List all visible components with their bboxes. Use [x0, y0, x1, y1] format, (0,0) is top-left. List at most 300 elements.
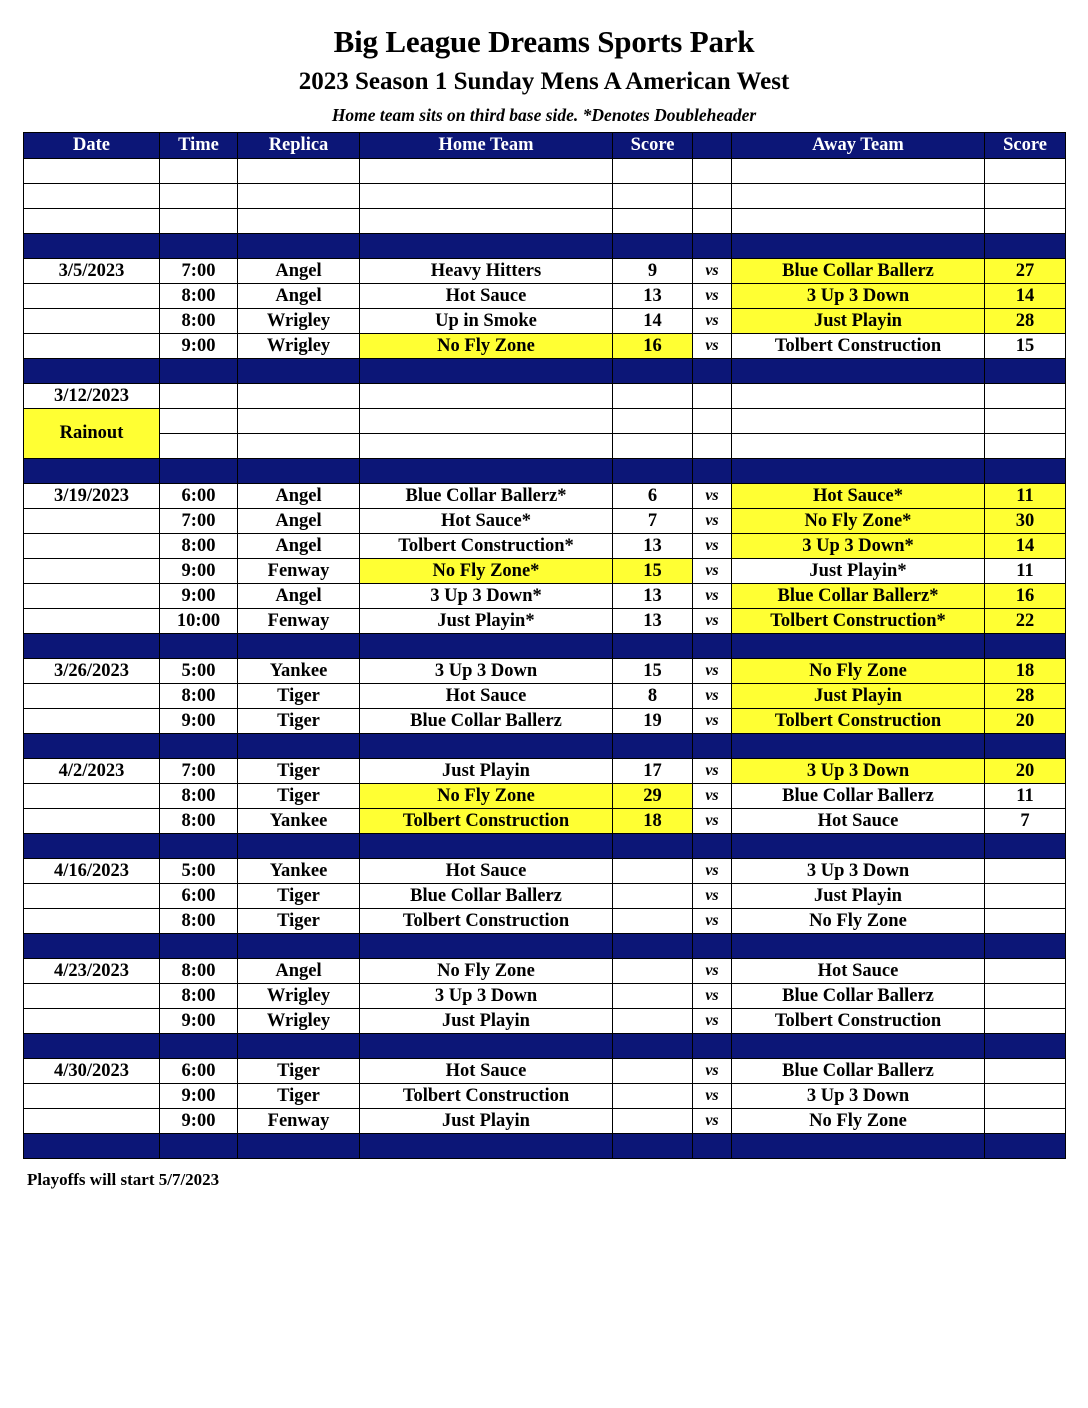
away-score-cell: 11 [985, 559, 1066, 584]
vs-cell: vs [693, 809, 732, 834]
time-cell: 7:00 [160, 259, 238, 284]
away-score-cell [985, 909, 1066, 934]
time-cell: 8:00 [160, 534, 238, 559]
vs-cell: vs [693, 684, 732, 709]
empty-cell [238, 159, 360, 184]
empty-cell [732, 409, 985, 434]
home-score-cell [613, 859, 693, 884]
game-row [24, 959, 1066, 984]
separator-cell [24, 1034, 160, 1059]
separator-cell [24, 459, 160, 484]
replica-cell: Angel [238, 959, 360, 984]
away-team-cell: Blue Collar Ballerz [732, 984, 985, 1009]
separator-cell [238, 1034, 360, 1059]
time-cell: 8:00 [160, 309, 238, 334]
col-header-home-score: Score [613, 133, 693, 159]
time-cell: 8:00 [160, 959, 238, 984]
away-score-cell: 15 [985, 334, 1066, 359]
separator-cell [238, 234, 360, 259]
separator-cell [238, 359, 360, 384]
home-score-cell [613, 959, 693, 984]
away-score-cell: 16 [985, 584, 1066, 609]
separator-cell [360, 634, 613, 659]
separator-cell [693, 834, 732, 859]
page-subtitle: 2023 Season 1 Sunday Mens A American West [298, 68, 790, 95]
week-separator-row [24, 1134, 1066, 1159]
vs-cell: vs [693, 759, 732, 784]
empty-cell [613, 159, 693, 184]
time-cell: 8:00 [160, 809, 238, 834]
separator-cell [238, 634, 360, 659]
col-header-away-team: Away Team [732, 133, 985, 159]
away-team-cell: No Fly Zone [732, 1109, 985, 1134]
home-team-cell: Heavy Hitters [360, 259, 613, 284]
separator-cell [238, 834, 360, 859]
separator-cell [360, 459, 613, 484]
empty-cell [985, 209, 1066, 234]
separator-cell [985, 634, 1066, 659]
separator-cell [360, 359, 613, 384]
separator-cell [160, 234, 238, 259]
col-header-home-team: Home Team [360, 133, 613, 159]
date-cell [24, 909, 160, 934]
away-team-cell: Tolbert Construction [732, 1009, 985, 1034]
week-separator-row [24, 934, 1066, 959]
home-score-cell: 14 [613, 309, 693, 334]
home-team-cell: Hot Sauce [360, 1059, 613, 1084]
separator-cell [693, 634, 732, 659]
rainout-label: Rainout [24, 409, 160, 459]
game-row [24, 334, 1066, 359]
vs-cell: vs [693, 259, 732, 284]
empty-cell [238, 209, 360, 234]
home-team-cell: Just Playin* [360, 609, 613, 634]
empty-cell [693, 184, 732, 209]
header-row [24, 133, 1066, 159]
rainout-date-row [24, 384, 1066, 409]
vs-cell: vs [693, 534, 732, 559]
home-score-cell: 7 [613, 509, 693, 534]
blank-row [24, 209, 1066, 234]
vs-cell: vs [693, 284, 732, 309]
separator-cell [693, 234, 732, 259]
week-separator-row [24, 834, 1066, 859]
home-team-cell: Up in Smoke [360, 309, 613, 334]
game-row [24, 584, 1066, 609]
col-header-time: Time [160, 133, 238, 159]
page-title: Big League Dreams Sports Park [333, 24, 755, 59]
home-score-cell: 15 [613, 659, 693, 684]
away-score-cell: 28 [985, 309, 1066, 334]
vs-cell: vs [693, 1009, 732, 1034]
replica-cell: Fenway [238, 609, 360, 634]
separator-cell [693, 359, 732, 384]
home-score-cell: 29 [613, 784, 693, 809]
time-cell: 9:00 [160, 334, 238, 359]
separator-cell [613, 634, 693, 659]
replica-cell: Yankee [238, 659, 360, 684]
empty-cell [693, 159, 732, 184]
date-cell [24, 284, 160, 309]
game-row [24, 684, 1066, 709]
away-team-cell: Tolbert Construction [732, 334, 985, 359]
separator-cell [732, 734, 985, 759]
home-team-cell: Tolbert Construction [360, 909, 613, 934]
away-score-cell: 22 [985, 609, 1066, 634]
home-team-cell: No Fly Zone* [360, 559, 613, 584]
empty-cell [985, 409, 1066, 434]
date-cell [24, 884, 160, 909]
away-score-cell [985, 1059, 1066, 1084]
home-score-cell [613, 884, 693, 909]
game-row [24, 1109, 1066, 1134]
playoffs-note: Playoffs will start 5/7/2023 [27, 1170, 220, 1189]
game-row [24, 534, 1066, 559]
separator-cell [360, 934, 613, 959]
replica-cell: Tiger [238, 684, 360, 709]
separator-cell [360, 734, 613, 759]
away-team-cell: No Fly Zone [732, 909, 985, 934]
time-cell: 6:00 [160, 1059, 238, 1084]
away-team-cell: Just Playin [732, 309, 985, 334]
replica-cell: Angel [238, 584, 360, 609]
away-team-cell: Just Playin* [732, 559, 985, 584]
away-score-cell: 20 [985, 709, 1066, 734]
away-score-cell: 11 [985, 784, 1066, 809]
away-team-cell: Blue Collar Ballerz [732, 1059, 985, 1084]
separator-cell [24, 234, 160, 259]
empty-cell [24, 184, 160, 209]
replica-cell: Tiger [238, 909, 360, 934]
separator-cell [613, 234, 693, 259]
time-cell: 9:00 [160, 584, 238, 609]
home-score-cell [613, 1084, 693, 1109]
time-cell: 7:00 [160, 759, 238, 784]
game-row [24, 559, 1066, 584]
date-cell [24, 1084, 160, 1109]
time-cell: 8:00 [160, 909, 238, 934]
separator-cell [613, 734, 693, 759]
blank-row [24, 159, 1066, 184]
away-team-cell: Hot Sauce* [732, 484, 985, 509]
date-cell [24, 534, 160, 559]
empty-cell [360, 434, 613, 459]
home-score-cell: 17 [613, 759, 693, 784]
empty-cell [613, 409, 693, 434]
replica-cell: Tiger [238, 709, 360, 734]
separator-cell [732, 634, 985, 659]
separator-cell [693, 1134, 732, 1159]
replica-cell: Tiger [238, 1059, 360, 1084]
separator-cell [693, 459, 732, 484]
schedule-body [24, 159, 1066, 1159]
empty-cell [24, 159, 160, 184]
date-cell: 3/19/2023 [24, 484, 160, 509]
time-cell: 10:00 [160, 609, 238, 634]
separator-cell [160, 359, 238, 384]
vs-cell: vs [693, 784, 732, 809]
date-cell [24, 609, 160, 634]
vs-cell: vs [693, 1059, 732, 1084]
away-score-cell: 11 [985, 484, 1066, 509]
game-row [24, 1009, 1066, 1034]
date-cell [24, 784, 160, 809]
time-cell: 9:00 [160, 1084, 238, 1109]
replica-cell: Angel [238, 534, 360, 559]
separator-cell [985, 1034, 1066, 1059]
date-cell [24, 809, 160, 834]
away-team-cell: 3 Up 3 Down [732, 859, 985, 884]
separator-cell [985, 834, 1066, 859]
game-row [24, 709, 1066, 734]
time-cell: 8:00 [160, 684, 238, 709]
date-cell [24, 984, 160, 1009]
separator-cell [985, 359, 1066, 384]
empty-cell [360, 409, 613, 434]
away-score-cell: 20 [985, 759, 1066, 784]
game-row [24, 659, 1066, 684]
date-cell: 3/12/2023 [24, 384, 160, 409]
away-score-cell: 14 [985, 534, 1066, 559]
empty-cell [238, 184, 360, 209]
replica-cell: Wrigley [238, 309, 360, 334]
separator-cell [24, 934, 160, 959]
home-team-cell: No Fly Zone [360, 959, 613, 984]
empty-cell [985, 434, 1066, 459]
home-team-cell: 3 Up 3 Down [360, 984, 613, 1009]
time-cell: 8:00 [160, 284, 238, 309]
col-header-away-score: Score [985, 133, 1066, 159]
empty-cell [693, 409, 732, 434]
separator-cell [693, 934, 732, 959]
vs-cell: vs [693, 659, 732, 684]
home-score-cell: 13 [613, 284, 693, 309]
time-cell: 9:00 [160, 1109, 238, 1134]
home-score-cell [613, 1059, 693, 1084]
away-team-cell: Blue Collar Ballerz* [732, 584, 985, 609]
away-score-cell: 18 [985, 659, 1066, 684]
vs-cell: vs [693, 609, 732, 634]
empty-cell [985, 384, 1066, 409]
home-score-cell [613, 984, 693, 1009]
separator-cell [693, 1034, 732, 1059]
time-cell: 8:00 [160, 784, 238, 809]
away-score-cell [985, 959, 1066, 984]
empty-cell [985, 184, 1066, 209]
away-team-cell: Tolbert Construction [732, 709, 985, 734]
time-cell: 8:00 [160, 984, 238, 1009]
home-team-cell: Just Playin [360, 1009, 613, 1034]
empty-cell [24, 209, 160, 234]
game-row [24, 309, 1066, 334]
home-team-cell: Blue Collar Ballerz [360, 884, 613, 909]
replica-cell: Angel [238, 509, 360, 534]
game-row [24, 284, 1066, 309]
away-score-cell: 27 [985, 259, 1066, 284]
date-cell [24, 559, 160, 584]
away-score-cell [985, 859, 1066, 884]
separator-cell [613, 459, 693, 484]
separator-cell [160, 1134, 238, 1159]
game-row [24, 609, 1066, 634]
empty-cell [613, 209, 693, 234]
separator-cell [732, 1034, 985, 1059]
away-team-cell: Hot Sauce [732, 959, 985, 984]
time-cell: 6:00 [160, 884, 238, 909]
home-team-cell: 3 Up 3 Down [360, 659, 613, 684]
separator-cell [613, 1034, 693, 1059]
game-row [24, 784, 1066, 809]
rainout-row [24, 434, 1066, 459]
separator-cell [613, 359, 693, 384]
game-row [24, 1084, 1066, 1109]
vs-cell: vs [693, 959, 732, 984]
away-team-cell: 3 Up 3 Down [732, 759, 985, 784]
away-team-cell: Blue Collar Ballerz [732, 259, 985, 284]
separator-cell [160, 634, 238, 659]
home-team-cell: Hot Sauce [360, 684, 613, 709]
home-score-cell: 18 [613, 809, 693, 834]
home-score-cell: 13 [613, 584, 693, 609]
empty-cell [238, 384, 360, 409]
away-score-cell: 14 [985, 284, 1066, 309]
vs-cell: vs [693, 984, 732, 1009]
vs-cell: vs [693, 709, 732, 734]
date-cell: 4/16/2023 [24, 859, 160, 884]
empty-cell [160, 434, 238, 459]
time-cell: 9:00 [160, 709, 238, 734]
vs-cell: vs [693, 1084, 732, 1109]
empty-cell [732, 434, 985, 459]
game-row [24, 859, 1066, 884]
home-score-cell: 13 [613, 534, 693, 559]
replica-cell: Wrigley [238, 984, 360, 1009]
date-cell: 3/5/2023 [24, 259, 160, 284]
time-cell: 5:00 [160, 859, 238, 884]
game-row [24, 984, 1066, 1009]
empty-cell [238, 434, 360, 459]
replica-cell: Yankee [238, 859, 360, 884]
date-cell: 3/26/2023 [24, 659, 160, 684]
separator-cell [160, 459, 238, 484]
separator-cell [238, 459, 360, 484]
replica-cell: Yankee [238, 809, 360, 834]
col-header-vs [693, 133, 732, 159]
empty-cell [732, 384, 985, 409]
vs-cell: vs [693, 509, 732, 534]
home-team-cell: Just Playin [360, 759, 613, 784]
time-cell: 7:00 [160, 509, 238, 534]
empty-cell [238, 409, 360, 434]
week-separator-row [24, 1034, 1066, 1059]
separator-cell [238, 1134, 360, 1159]
date-cell [24, 709, 160, 734]
separator-cell [985, 734, 1066, 759]
empty-cell [160, 184, 238, 209]
week-separator-row [24, 234, 1066, 259]
replica-cell: Wrigley [238, 1009, 360, 1034]
replica-cell: Tiger [238, 884, 360, 909]
col-header-replica: Replica [238, 133, 360, 159]
separator-cell [360, 234, 613, 259]
empty-cell [613, 434, 693, 459]
home-score-cell: 15 [613, 559, 693, 584]
home-score-cell: 6 [613, 484, 693, 509]
empty-cell [693, 434, 732, 459]
away-score-cell: 28 [985, 684, 1066, 709]
away-team-cell: Just Playin [732, 684, 985, 709]
away-score-cell: 7 [985, 809, 1066, 834]
separator-cell [360, 834, 613, 859]
home-team-cell: Blue Collar Ballerz [360, 709, 613, 734]
away-team-cell: No Fly Zone [732, 659, 985, 684]
replica-cell: Tiger [238, 759, 360, 784]
date-cell [24, 684, 160, 709]
home-team-cell: No Fly Zone [360, 784, 613, 809]
blank-row [24, 184, 1066, 209]
schedule-table [23, 132, 1066, 1159]
away-team-cell: 3 Up 3 Down [732, 1084, 985, 1109]
empty-cell [360, 384, 613, 409]
separator-cell [24, 1134, 160, 1159]
separator-cell [732, 834, 985, 859]
date-cell [24, 1009, 160, 1034]
separator-cell [24, 634, 160, 659]
separator-cell [160, 1034, 238, 1059]
vs-cell: vs [693, 859, 732, 884]
empty-cell [613, 184, 693, 209]
empty-cell [693, 209, 732, 234]
separator-cell [160, 934, 238, 959]
replica-cell: Angel [238, 284, 360, 309]
away-score-cell [985, 984, 1066, 1009]
away-team-cell: Blue Collar Ballerz [732, 784, 985, 809]
away-team-cell: No Fly Zone* [732, 509, 985, 534]
away-team-cell: Tolbert Construction* [732, 609, 985, 634]
home-score-cell [613, 1009, 693, 1034]
replica-cell: Fenway [238, 1109, 360, 1134]
home-score-cell [613, 909, 693, 934]
game-row [24, 909, 1066, 934]
game-row [24, 1059, 1066, 1084]
home-team-cell: Hot Sauce* [360, 509, 613, 534]
time-cell: 6:00 [160, 484, 238, 509]
away-score-cell [985, 1009, 1066, 1034]
separator-cell [160, 834, 238, 859]
date-cell: 4/23/2023 [24, 959, 160, 984]
home-score-cell [613, 1109, 693, 1134]
separator-cell [985, 934, 1066, 959]
home-team-cell: Hot Sauce [360, 284, 613, 309]
vs-cell: vs [693, 884, 732, 909]
date-cell [24, 309, 160, 334]
week-separator-row [24, 734, 1066, 759]
home-score-cell: 16 [613, 334, 693, 359]
separator-cell [160, 734, 238, 759]
game-row [24, 509, 1066, 534]
separator-cell [24, 359, 160, 384]
empty-cell [732, 209, 985, 234]
separator-cell [613, 1134, 693, 1159]
separator-cell [360, 1034, 613, 1059]
separator-cell [238, 734, 360, 759]
separator-cell [24, 834, 160, 859]
replica-cell: Angel [238, 484, 360, 509]
separator-cell [693, 734, 732, 759]
empty-cell [360, 209, 613, 234]
empty-cell [360, 159, 613, 184]
away-score-cell [985, 1084, 1066, 1109]
